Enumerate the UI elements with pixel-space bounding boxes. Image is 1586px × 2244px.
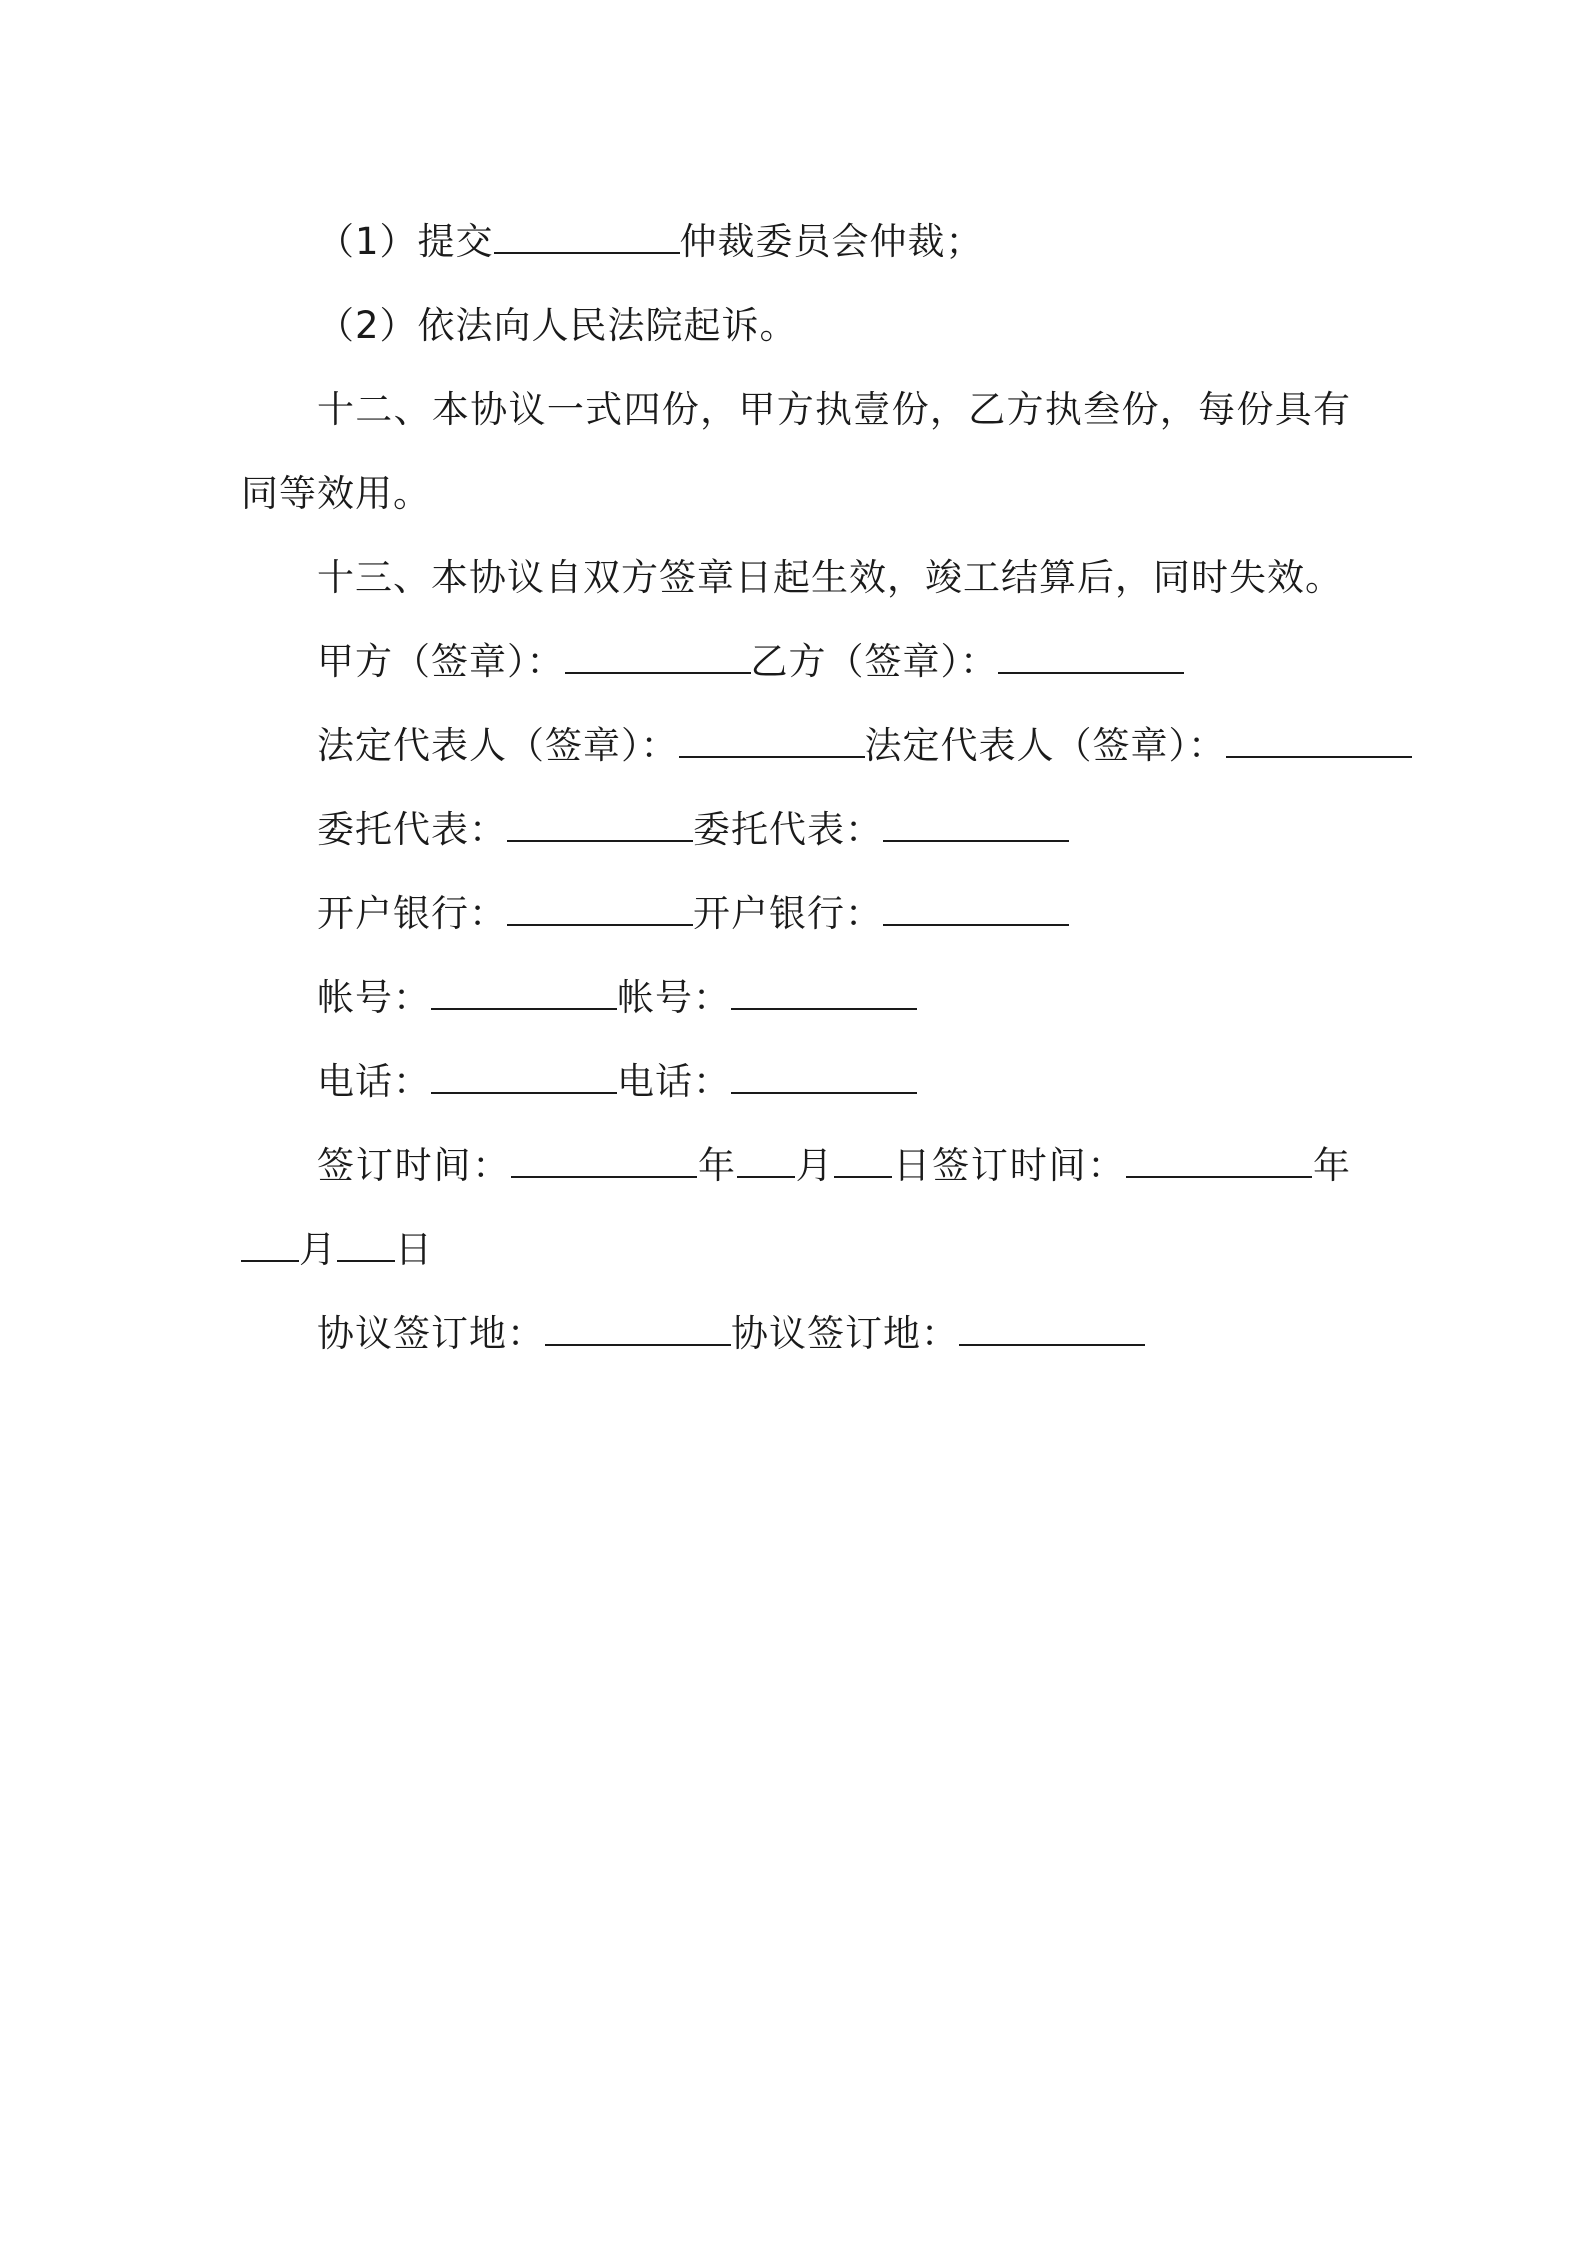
- account-a-blank: [431, 978, 617, 1010]
- date-a-month-blank: [737, 1146, 795, 1178]
- date-b-year-blank: [1126, 1146, 1312, 1178]
- arbitration-option-2: [241, 284, 1351, 368]
- bank-b-label: 开户银行：: [693, 892, 883, 935]
- date-a-month-unit: 月: [794, 1144, 835, 1187]
- date-b-label: 签订时间：: [932, 1144, 1127, 1187]
- agent-a-label: 委托代表：: [317, 808, 507, 851]
- agent-b-label: 委托代表：: [693, 808, 883, 851]
- account-line: [241, 956, 1351, 1040]
- account-a-label: 帐号：: [317, 976, 431, 1019]
- legal-representative-line: [241, 704, 1351, 788]
- arbitration-option-2-text: （2）依法向人民法院起诉。: [317, 304, 798, 347]
- account-b-blank: [731, 978, 917, 1010]
- place-a-blank: [545, 1314, 731, 1346]
- party-a-label: 甲方（签章）：: [317, 640, 565, 683]
- date-b-month-blank: [241, 1230, 299, 1262]
- arbitration-option-1-suffix: 仲裁委员会仲裁；: [679, 220, 984, 263]
- party-b-label: 乙方（签章）：: [750, 640, 998, 683]
- party-signature-line: [241, 620, 1351, 704]
- date-b-month-unit: 月: [299, 1228, 337, 1271]
- date-b-day-blank: [337, 1230, 395, 1262]
- date-a-label: 签订时间：: [317, 1144, 512, 1187]
- bank-b-blank: [883, 894, 1069, 926]
- legal-rep-b-blank: [1226, 726, 1412, 758]
- clause-12-text: 十二、本协议一式四份，甲方执壹份，乙方执叁份，每份具有同等效用。: [241, 388, 1351, 515]
- date-a-year-blank: [511, 1146, 697, 1178]
- place-a-label: 协议签订地：: [317, 1312, 545, 1355]
- legal-rep-b-label: 法定代表人（签章）：: [864, 724, 1226, 767]
- legal-rep-a-blank: [679, 726, 865, 758]
- phone-b-blank: [731, 1062, 917, 1094]
- signing-date-line: [241, 1124, 1351, 1292]
- phone-b-label: 电话：: [617, 1060, 731, 1103]
- account-b-label: 帐号：: [617, 976, 731, 1019]
- clause-13-text: 十三、本协议自双方签章日起生效，竣工结算后，同时失效。: [317, 556, 1343, 599]
- bank-line: [241, 872, 1351, 956]
- date-b-day-unit: 日: [395, 1228, 433, 1271]
- date-a-day-blank: [834, 1146, 892, 1178]
- document-body: [241, 200, 1351, 1376]
- date-b-year-unit: 年: [1312, 1144, 1352, 1187]
- clause-12: [241, 368, 1351, 536]
- party-b-signature-blank: [998, 642, 1184, 674]
- signing-place-line: [241, 1292, 1351, 1376]
- agent-a-blank: [507, 810, 693, 842]
- arbitration-option-1: [241, 200, 1351, 284]
- place-b-blank: [959, 1314, 1145, 1346]
- bank-a-label: 开户银行：: [317, 892, 507, 935]
- bank-a-blank: [507, 894, 693, 926]
- date-a-day-unit: 日: [892, 1144, 933, 1187]
- arbitration-committee-blank: [494, 222, 680, 254]
- arbitration-option-1-prefix: （1）提交: [317, 220, 494, 263]
- clause-13: [241, 536, 1351, 620]
- phone-a-label: 电话：: [317, 1060, 431, 1103]
- agent-line: [241, 788, 1351, 872]
- phone-line: [241, 1040, 1351, 1124]
- phone-a-blank: [431, 1062, 617, 1094]
- party-a-signature-blank: [565, 642, 751, 674]
- place-b-label: 协议签订地：: [731, 1312, 959, 1355]
- agent-b-blank: [883, 810, 1069, 842]
- date-a-year-unit: 年: [697, 1144, 737, 1187]
- legal-rep-a-label: 法定代表人（签章）：: [317, 724, 679, 767]
